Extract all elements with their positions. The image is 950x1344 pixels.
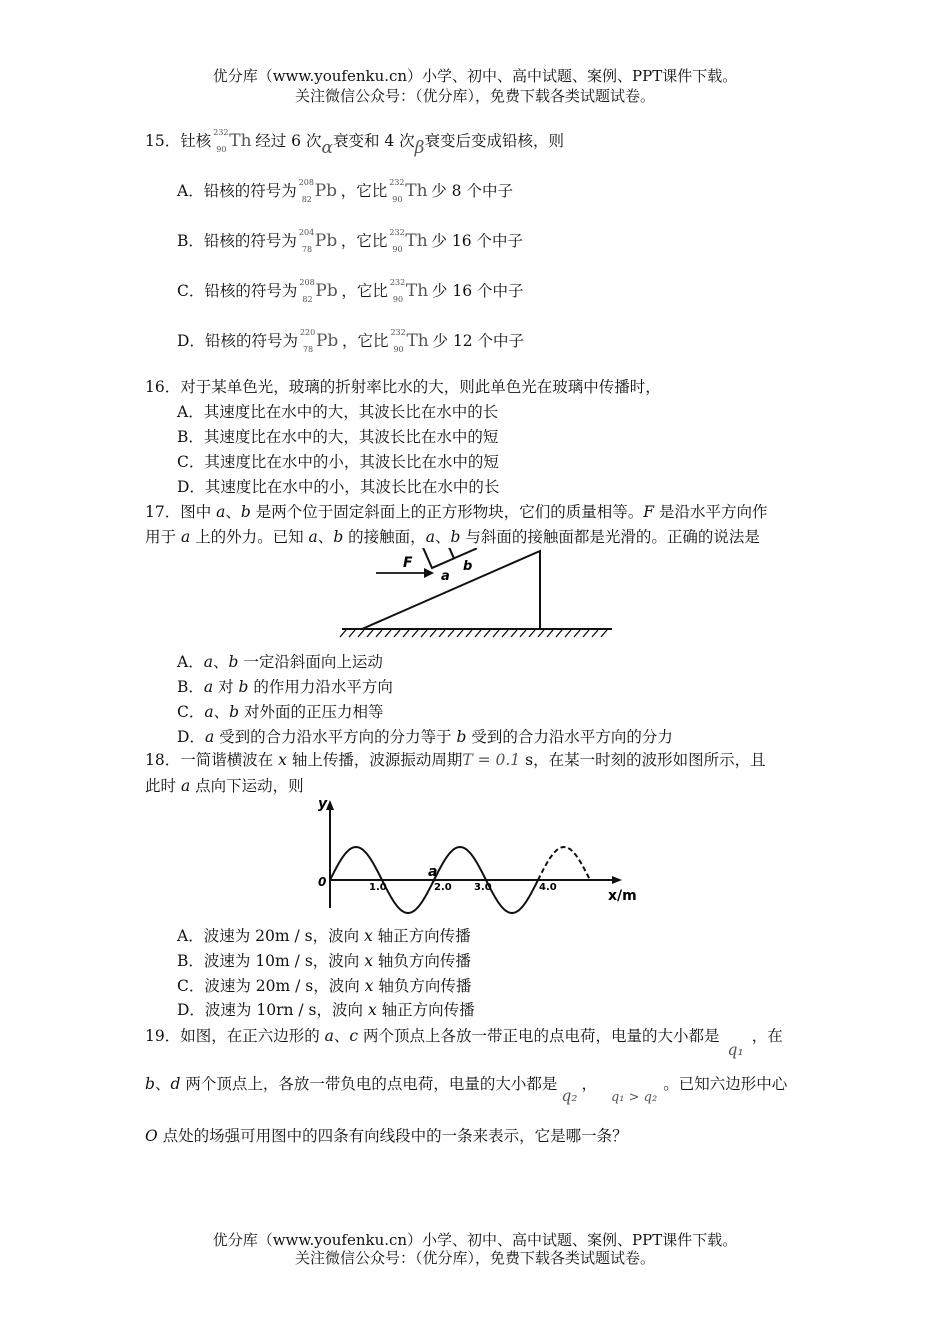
q1-gt-q2: q₁ > q₂ bbox=[610, 1090, 658, 1105]
q17-stem-line-1: 17．图中 a、b 是两个位于固定斜面上的正方形物块，它们的质量相等。F 是沿水平方向作 bbox=[145, 503, 768, 521]
force-label: F bbox=[403, 555, 413, 571]
pb-nuclide: 208 82 Pb bbox=[298, 178, 338, 204]
q18-option-c: C．波速为 20m / s，波向 x 轴负方向传播 bbox=[177, 977, 472, 995]
th-nuclide: 232 90 Th bbox=[389, 228, 428, 254]
th-nuclide: 232 90 Th bbox=[389, 278, 429, 304]
block-b-label: b bbox=[463, 559, 473, 574]
tick-label-4: 4.0 bbox=[539, 882, 557, 893]
q18-option-d: D．波速为 10rn / s，波向 x 轴正方向传播 bbox=[177, 1001, 475, 1019]
q17-option-b: B．a 对 b 的作用力沿水平方向 bbox=[177, 678, 393, 696]
origin-label: 0 bbox=[318, 875, 327, 889]
block-a-label: a bbox=[441, 569, 450, 584]
y-axis-label: y bbox=[318, 796, 328, 812]
footer-line-2: 关注微信公众号：（优分库），免费下载各类试题试卷。 bbox=[294, 1249, 655, 1267]
ground-line bbox=[340, 629, 612, 637]
th-nuclide: 232 90 Th bbox=[213, 128, 252, 154]
pb-nuclide: 204 78 Pb bbox=[298, 228, 338, 254]
q19-stem-line-3: O 点处的场强可用图中的四条有向线段中的一条来表示，它是哪一条？ bbox=[145, 1127, 628, 1145]
tick-label-3: 3.0 bbox=[474, 882, 492, 893]
incline-figure bbox=[330, 548, 620, 640]
q15-stem: 15．钍核 232 90 Th 经过 6 次α衰变和 4 次β衰变后变成铅核，则 bbox=[145, 128, 565, 158]
q18-option-a: A．波速为 20m / s，波向 x 轴正方向传播 bbox=[177, 927, 471, 945]
q16-stem: 16．对于某单色光，玻璃的折射率比水的大，则此单色光在玻璃中传播时， bbox=[145, 378, 661, 396]
q19-stem-line-1: 19．如图，在正六边形的 a、c 两个顶点上各放一带正电的点电荷，电量的大小都是q₁，在 bbox=[145, 1027, 783, 1059]
q17-option-c: C．a、b 对外面的正压力相等 bbox=[177, 703, 384, 721]
q16-option-c: C．其速度比在水中的小，其波长比在水中的短 bbox=[177, 453, 499, 471]
q15-option-d: D．铅核的符号为 220 78 Pb ，它比 232 90 Th 少 12 个中子 bbox=[177, 328, 525, 354]
th-nuclide: 232 90 Th bbox=[390, 328, 429, 354]
header-line-1: 优分库（www.youfenku.cn）小学、初中、高中试题、案例、PPT课件下载。 bbox=[212, 67, 738, 85]
q16-option-d: D．其速度比在水中的小，其波长比在水中的长 bbox=[177, 478, 500, 496]
tick-label-1: 1.0 bbox=[369, 882, 387, 893]
q15-option-a: A．铅核的符号为 208 82 Pb ，它比 232 90 Th 少 8 个中子 bbox=[177, 178, 513, 204]
q17-stem-line-2: 用于 a 上的外力。已知 a、b 的接触面，a、b 与斜面的接触面都是光滑的。正确的说法是 bbox=[145, 528, 760, 546]
q16-option-a: A．其速度比在水中的大，其波长比在水中的长 bbox=[177, 403, 499, 421]
q15-option-c: C．铅核的符号为 208 82 Pb ，它比 232 90 Th 少 16 个中子 bbox=[177, 278, 524, 304]
footer-line-1: 优分库（www.youfenku.cn）小学、初中、高中试题、案例、PPT课件下载。 bbox=[212, 1231, 738, 1249]
q2-symbol: q₂ bbox=[561, 1087, 578, 1105]
wave-dashed bbox=[538, 847, 590, 880]
th-nuclide: 232 90 Th bbox=[389, 178, 428, 204]
pb-nuclide: 220 78 Pb bbox=[299, 328, 339, 354]
x-axis-arrowhead bbox=[612, 876, 622, 884]
q18-option-b: B．波速为 10m / s，波向 x 轴负方向传播 bbox=[177, 952, 471, 970]
q19-stem-line-2: b、d 两个顶点上，各放一带负电的点电荷，电量的大小都是q₂，$_{q_1 > q_2}$。已知六边形中心 bbox=[145, 1075, 788, 1105]
x-axis-label: x/m bbox=[608, 888, 637, 904]
q18-stem-line-1: 18．一简谐横波在 x 轴上传播，波源振动周期T = 0.1 s，在某一时刻的波形如图所示，且 bbox=[145, 751, 766, 769]
q1-symbol: q₁ bbox=[727, 1041, 744, 1059]
header-line-2: 关注微信公众号：（优分库），免费下载各类试题试卷。 bbox=[294, 87, 655, 105]
pb-nuclide: 208 82 Pb bbox=[299, 278, 338, 304]
wave-figure bbox=[308, 792, 638, 916]
y-axis-arrowhead bbox=[326, 800, 334, 810]
tick-label-2: 2.0 bbox=[434, 882, 452, 893]
block-a bbox=[422, 548, 454, 568]
q17-option-a: A．a、b 一定沿斜面向上运动 bbox=[177, 653, 383, 671]
force-arrowhead bbox=[424, 568, 434, 578]
q18-stem-line-2: 此时 a 点向下运动，则 bbox=[145, 777, 304, 795]
period-expression: T = 0.1 bbox=[462, 751, 521, 769]
q15-option-b: B．铅核的符号为 204 78 Pb ，它比 232 90 Th 少 16 个中子 bbox=[177, 228, 523, 254]
q16-option-b: B．其速度比在水中的大，其波长比在水中的短 bbox=[177, 428, 499, 446]
q17-option-d: D．a 受到的合力沿水平方向的分力等于 b 受到的合力沿水平方向的分力 bbox=[177, 728, 673, 746]
incline-wedge bbox=[362, 551, 540, 629]
point-a-label: a bbox=[428, 864, 438, 880]
